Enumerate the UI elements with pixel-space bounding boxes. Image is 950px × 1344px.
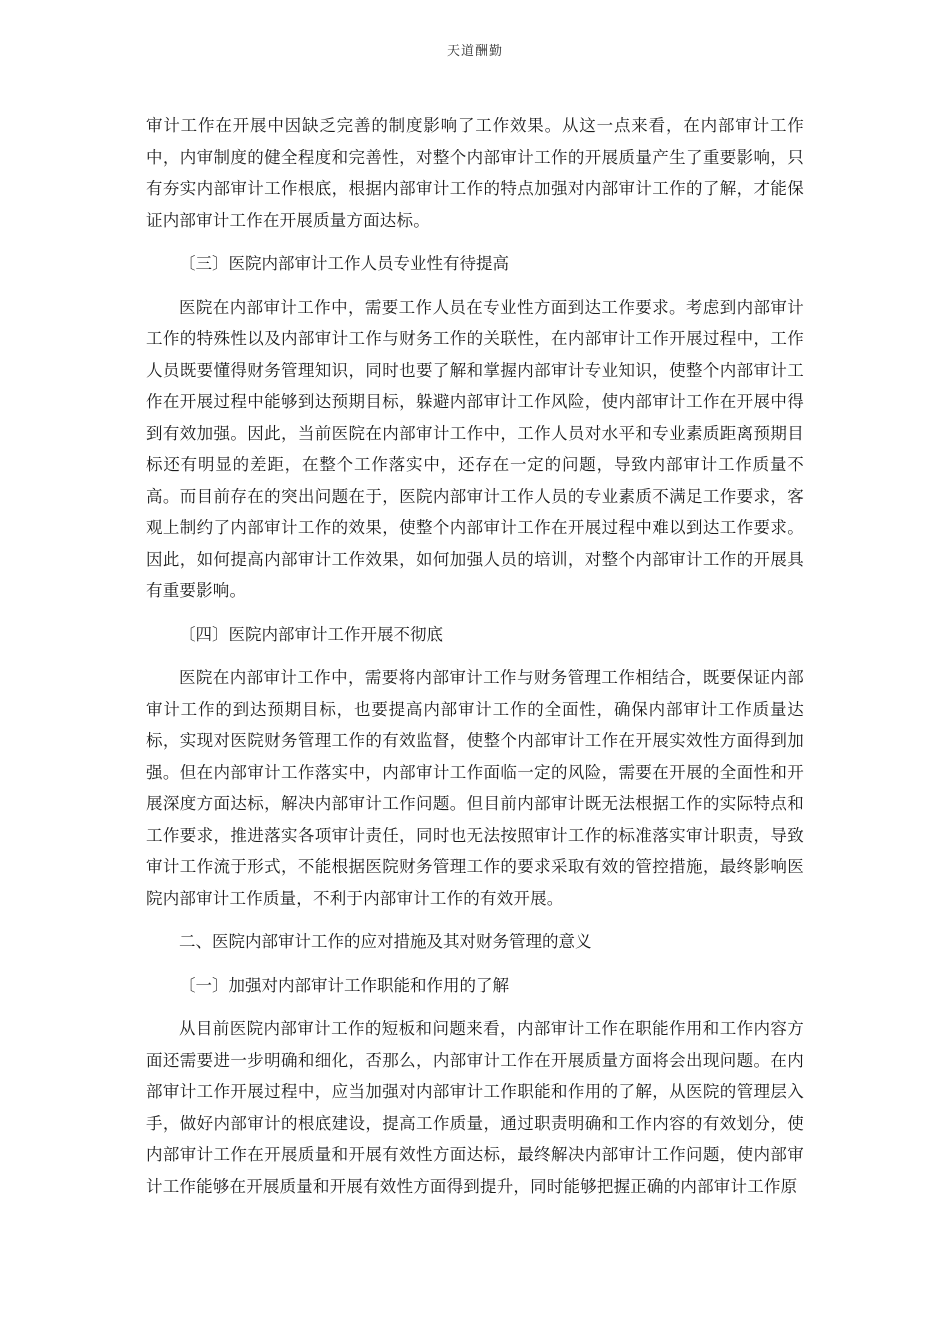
section-heading-4: 〔四〕医院内部审计工作开展不彻底 [179, 624, 443, 644]
paragraph-section-1: 从目前医院内部审计工作的短板和问题来看，内部审计工作在职能作用和工作内容方面还需要进一步明确和细化，否那么，内部审计工作在开展质量方面将会出现问题。在内部审计工作开展过程中，应当加强对内部审计工作职能和作用的了解，从医院的管理层入手，做好内部审计的根底建设，提高工作质量，通过职责明确和工作内容的有效划分，使内部审计工作在开展质量和开展有效性方面达标，最终解决内部审计工作问题，使内部审计工作能够在开展质量和开展有效性方面得到提升，同时能够把握正确的内部审计工作原 [146, 1019, 804, 1196]
chapter-heading-2: 二、医院内部审计工作的应对措施及其对财务管理的意义 [179, 932, 592, 951]
paragraph-section-4: 医院在内部审计工作中，需要将内部审计工作与财务管理工作相结合，既要保证内部审计工作的到达预期目标，也要提高内部审计工作的全面性，确保内部审计工作质量达标，实现对医院财务管理工作的有效监督，使整个内部审计工作在开展实效性方面得到加强。但在内部审计工作落实中，内部审计工作面临一定的风险，需要在开展的全面性和开展深度方面达标，解决内部审计工作问题。但目前内部审计既无法根据工作的实际特点和工作要求，推进落实各项审计责任，同时也无法按照审计工作的标准落实审计职责，导致审计工作流于形式，不能根据医院财务管理工作的要求采取有效的管控措施，最终影响医院内部审计工作质量，不利于内部审计工作的有效开展。 [146, 668, 804, 908]
paragraph-section-3: 医院在内部审计工作中，需要工作人员在专业性方面到达工作要求。考虑到内部审计工作的特殊性以及内部审计工作与财务工作的关联性，在内部审计工作开展过程中，工作人员既要懂得财务管理知识，同时也要了解和掌握内部审计专业知识，使整个内部审计工作在开展过程中能够到达预期目标，躲避内部审计工作风险，使内部审计工作在开展中得到有效加强。因此，当前医院在内部审计工作中，工作人员对水平和专业素质距离预期目标还有明显的差距，在整个工作落实中，还存在一定的问题，导致内部审计工作质量不高。而目前存在的突出问题在于，医院内部审计工作人员的专业素质不满足工作要求，客观上制约了内部审计工作的效果，使整个内部审计工作在开展过程中难以到达工作要求。因此，如何提高内部审计工作效果，如何加强人员的培训，对整个内部审计工作的开展具有重要影响。 [146, 297, 804, 600]
document-body [146, 110, 804, 1202]
paragraph-intro: 审计工作在开展中因缺乏完善的制度影响了工作效果。从这一点来看，在内部审计工作中，内审制度的健全程度和完善性，对整个内部审计工作的开展质量产生了重要影响，只有夯实内部审计工作根底，根据内部审计工作的特点加强对内部审计工作的了解，才能保证内部审计工作在开展质量方面达标。 [146, 116, 804, 230]
section-heading-3: 〔三〕医院内部审计工作人员专业性有待提高 [179, 254, 509, 273]
page-header: 天道酬勤 [446, 44, 503, 59]
section-heading-1: 〔一〕加强对内部审计工作职能和作用的了解 [179, 975, 509, 995]
